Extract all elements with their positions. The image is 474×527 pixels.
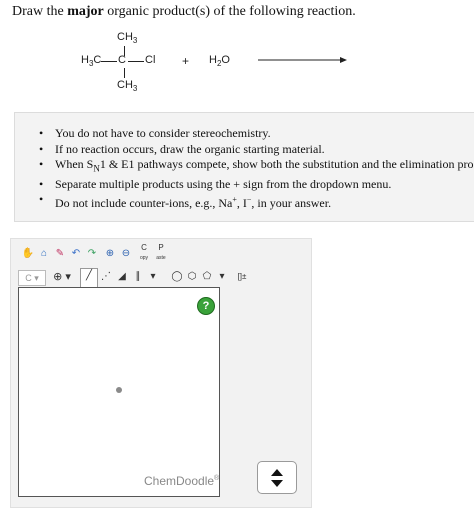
zoom-in-icon[interactable]: ⊕: [105, 248, 115, 259]
product-stepper[interactable]: [257, 461, 297, 494]
note-item: • When $S_N1$ & E1 pathways compete, show both the substitution and the elimination pro: [39, 157, 473, 177]
atom-select[interactable]: C ▾: [18, 270, 46, 286]
note-item: • You do not have to consider stereochemistry.: [39, 126, 473, 142]
copy-button[interactable]: C opy: [139, 243, 149, 261]
wedge-bond-icon[interactable]: ◢: [118, 271, 126, 282]
chloro-label: Cl: [145, 54, 156, 66]
note-item: • If no reaction occurs, draw the organic starting material.: [39, 142, 473, 158]
paste-button[interactable]: P aste: [156, 243, 166, 261]
pentagon-icon[interactable]: ⬠: [202, 271, 212, 282]
hexagon-icon[interactable]: ⬡: [187, 271, 197, 282]
charge-select[interactable]: ⊕ ▾: [53, 271, 71, 283]
bracket-button[interactable]: []±: [237, 272, 247, 281]
redo-icon[interactable]: ↷: [87, 248, 97, 259]
note-item: • Separate multiple products using the + sign from the dropdown menu.: [39, 177, 473, 193]
canvas-dot: [116, 387, 122, 393]
question-text: Draw the major organic product(s) of the following reaction.: [12, 4, 356, 19]
water-label: $H_2O$: [209, 54, 230, 69]
note-item: • Do not include counter-ions, e.g., Na+, I−, in your answer.: [39, 192, 473, 212]
instructions-box: [14, 112, 474, 222]
ring-icon[interactable]: ◯: [171, 271, 183, 282]
hand-icon[interactable]: ✋: [21, 248, 35, 259]
plus-sign: +: [182, 54, 190, 68]
single-bond-button[interactable]: ╱: [80, 268, 98, 288]
undo-icon[interactable]: ↶: [71, 248, 81, 259]
dashed-bond-icon[interactable]: ⋰: [101, 271, 111, 282]
ring-select-icon[interactable]: ▾: [219, 271, 225, 282]
bottom-methyl-label: $CH_3$: [117, 79, 138, 94]
help-icon[interactable]: ?: [197, 297, 215, 315]
bond-select-icon[interactable]: ▾: [150, 271, 156, 282]
center-carbon-label: C: [118, 54, 126, 66]
top-methyl-label: $CH_3$: [117, 31, 138, 46]
reaction-arrow: [258, 55, 348, 65]
eraser-icon[interactable]: ✎: [55, 248, 65, 259]
chemdoodle-brand: ChemDoodle®: [144, 474, 220, 488]
left-methyl-label: $H_3C$: [81, 54, 102, 69]
zoom-out-icon[interactable]: ⊖: [121, 248, 131, 259]
up-down-arrows-icon: [258, 462, 296, 493]
clear-icon[interactable]: ⌂: [40, 248, 48, 259]
double-bond-icon[interactable]: ∥: [135, 271, 141, 282]
